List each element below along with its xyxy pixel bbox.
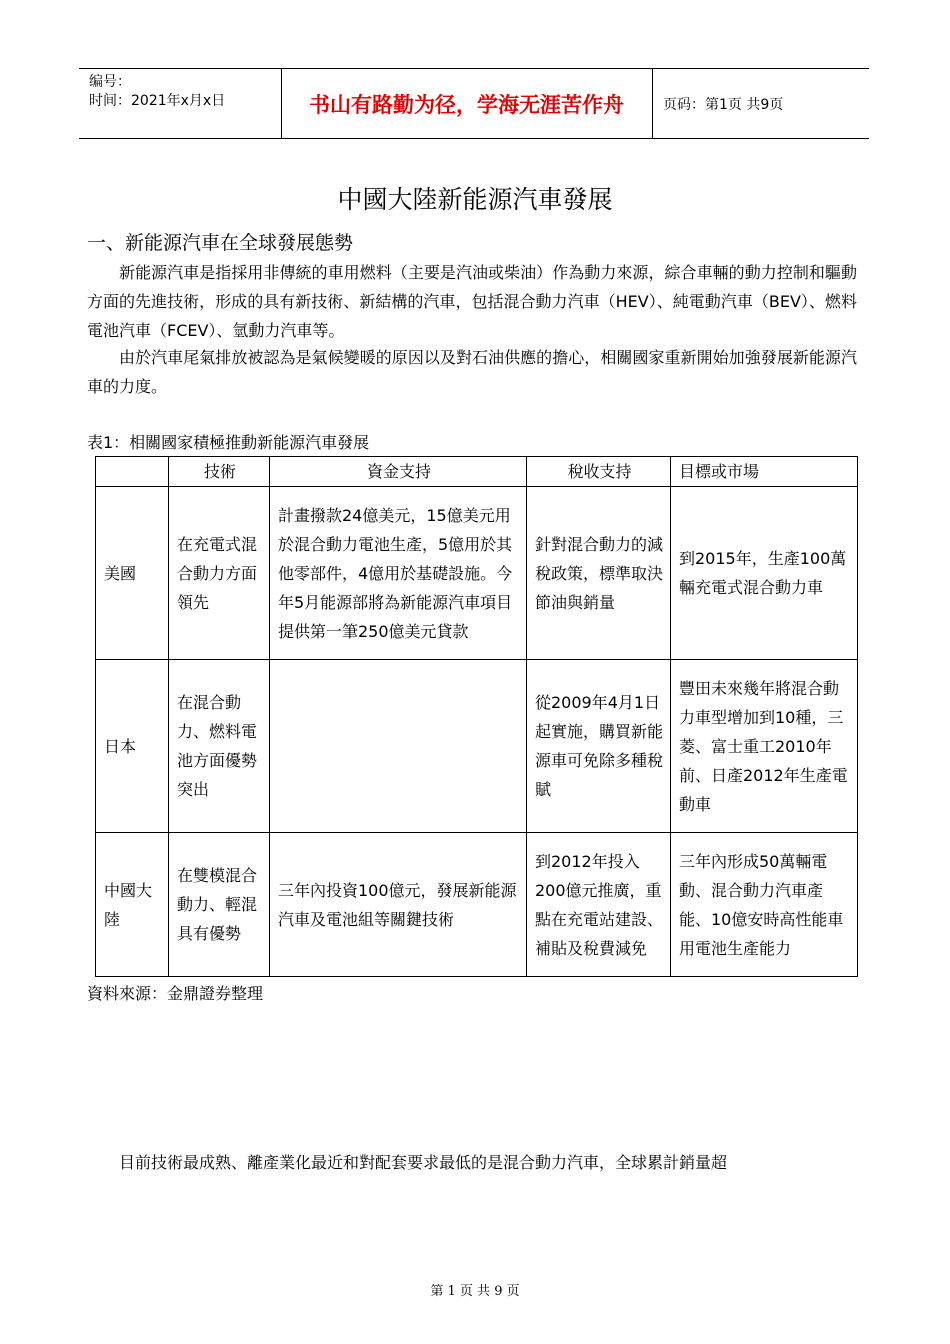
table-header-cell: 技術 [169, 457, 270, 487]
table-header-row [96, 457, 858, 487]
table-cell-country: 中國大陸 [96, 833, 169, 977]
page-header [79, 68, 869, 139]
table-header-cell: 目標或市場 [671, 457, 858, 487]
table-cell-target: 三年內形成50萬輛電動、混合動力汽車產能、10億安時高性能車用電池生產能力 [671, 833, 858, 977]
paragraph-2-text: 由於汽車尾氣排放被認為是氣候變暖的原因以及對石油供應的擔心，相關國家重新開始加強發展新能源汽車的力度。 [87, 348, 857, 396]
document-title: 中國大陸新能源汽車發展 [337, 185, 613, 214]
table-cell-funding [270, 660, 527, 833]
table-cell-tech: 在充電式混合動力方面領先 [169, 487, 270, 660]
header-date-label: 时间：2021年x月x日 [89, 93, 226, 109]
table-header-cell: 資金支持 [270, 457, 527, 487]
table-cell-tax: 到2012年投入200億元推廣，重點在充電站建設、補貼及稅費減免 [527, 833, 671, 977]
table-cell-country: 日本 [96, 660, 169, 833]
paragraph-1 [87, 258, 857, 345]
header-page-label: 页码：第1页 共9页 [663, 96, 784, 113]
table-cell-country: 美國 [96, 487, 169, 660]
policy-table [95, 456, 858, 977]
table-cell-tax: 從2009年4月1日起實施，購買新能源車可免除多種稅賦 [527, 660, 671, 833]
table-cell-target: 豐田未來幾年將混合動力車型增加到10種，三菱、富士重工2010年前、日產2012年生產電動車 [671, 660, 858, 833]
paragraph-3-text: 目前技術最成熟、離產業化最近和對配套要求最低的是混合動力汽車，全球累計銷量超 [119, 1153, 728, 1172]
header-meta [79, 69, 282, 138]
table-cell-tech: 在混合動力、燃料電池方面優勢突出 [169, 660, 270, 833]
table-row [96, 487, 858, 660]
table-cell-tax: 針對混合動力的減稅政策，標準取決節油與銷量 [527, 487, 671, 660]
table-caption: 表1：相關國家積極推動新能源汽車發展 [87, 433, 370, 452]
header-motto: 书山有路勤为径，学海无涯苦作舟 [281, 69, 653, 138]
table-row [96, 833, 858, 977]
table-header-cell: 稅收支持 [527, 457, 671, 487]
table-cell-funding: 三年內投資100億元，發展新能源汽車及電池組等關鍵技術 [270, 833, 527, 977]
paragraph-1-text: 新能源汽車是指採用非傳統的車用燃料（主要是汽油或柴油）作為動力來源，綜合車輛的動力控制和驅動方面的先進技術，形成的具有新技術、新結構的汽車，包括混合動力汽車（HEV）、純電動汽車（BEV）、燃料電池汽車（FCEV）、氫動力汽車等。 [87, 263, 857, 340]
header-code-label: 编号： [89, 74, 131, 90]
source-note: 資料來源：金鼎證券整理 [87, 984, 264, 1003]
paragraph-2 [87, 343, 857, 401]
table-cell-funding: 計畫撥款24億美元，15億美元用於混合動力電池生產，5億用於其他零部件，4億用於基礎設施。今年5月能源部將為新能源汽車項目提供第一筆250億美元貸款 [270, 487, 527, 660]
table-cell-tech: 在雙模混合動力、輕混具有優勢 [169, 833, 270, 977]
paragraph-3 [87, 1150, 727, 1173]
table-row [96, 660, 858, 833]
table-cell-target: 到2015年，生產100萬輛充電式混合動力車 [671, 487, 858, 660]
table-header-cell [96, 457, 169, 487]
section-heading: 一、新能源汽車在全球發展態勢 [87, 232, 354, 254]
page-footer: 第 1 页 共 9 页 [430, 1284, 520, 1299]
